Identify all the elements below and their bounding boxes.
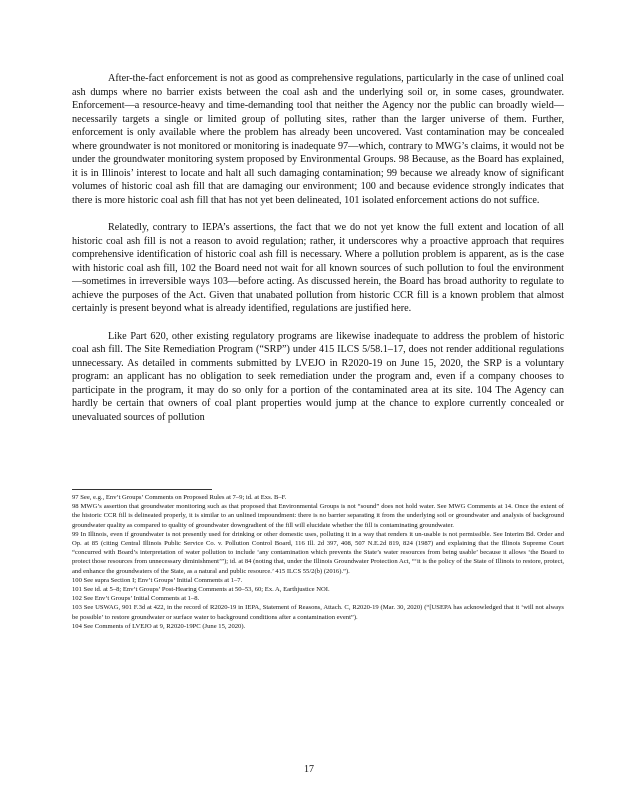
footnote: 103 See USWAG, 901 F.3d at 422, in the record of R2020-19 in IEPA, Statement of Reasons, Attach. C, R2020-19 (Mar. 30, 2020) (“[USEPA has acknowledged that it ‘will not always be possible’ to restore groundwater or surface water to background conditions after a contamination event”). <box>72 604 564 621</box>
footnote: 102 See Env’t Groups’ Initial Comments at 1–8. <box>72 595 200 603</box>
footnote: 100 See supra Section I; Env’t Groups’ Initial Comments at 1–7. <box>72 576 243 584</box>
body-paragraph: After-the-fact enforcement is not as good as comprehensive regulations, particularly in the case of unlined coal ash dumps where no barrier exists between the coal ash and the underlying soil or, in some cases, groundwater. Enforcement—a resource-heavy and time-demanding tool that neither the Agency nor the public can broadly wield—necessarily targets a single or limited group of polluting sites, rather than the larger universe of them. Further, enforcement is only available where the problem has already been uncovered. Vast contamination may be concealed where groundwater is not monitored or monitoring is inadequate 97—which, contrary to MWG’s claims, it would not be under the groundwater monitoring system proposed by Environmental Groups. 98 Because, as the Board has explained, it is in Illinois’ interest to locate and halt all such damaging contamination; 99 because we already know of significant volumes of historic coal ash fill that are damaging our environment; 100 and because evidence strongly indicates that there is more historic coal ash fill that has not yet been delineated, 101 isolated enforcement actions do not suffice. <box>72 73 564 206</box>
footnote: 101 See id. at 5–8; Env’t Groups’ Post-Hearing Comments at 50–53, 60; Ex. A, Earthjustice NOI. <box>72 586 330 594</box>
body-paragraph: Relatedly, contrary to IEPA’s assertions, the fact that we do not yet know the full extent and location of all historic coal ash fill is not a reason to avoid regulation; rather, it underscores why a proactive approach that requires comprehensive identification of historic coal ash fill is necessary. Where a pollution problem is apparent, as is the case with historic coal ash fill, 102 the Board need not wait for all known sources of such pollution to foul the environment—sometimes in irreversible ways 103—before acting. As discussed herein, the Board has broad authority to regulate to achieve the purposes of the Act. Given that unabated pollution from historic CCR fill is a known problem that almost certainly is present beyond what is already identified, regulations are justified here. <box>72 222 564 314</box>
footnote-separator <box>72 489 212 490</box>
footnote: 104 See Comments of LVEJO at 9, R2020-19PC (June 15, 2020). <box>72 622 246 630</box>
footnotes <box>72 493 564 631</box>
body-text <box>72 72 564 424</box>
body-paragraph: Like Part 620, other existing regulatory programs are likewise inadequate to address the problem of historic coal ash fill. The Site Remediation Program (“SRP”) under 415 ILCS 5/58.1–17, does not render additional regulations unnecessary. As detailed in comments submitted by LVEJO in R2020-19 on June 15, 2020, the SRP is a voluntary program: an applicant has no obligation to seek remediation under the program and, even if a company chooses to participate in the program, it may do so only for a portion of the contaminated area at its site. 104 The Agency can hardly be certain that owners of coal plant properties would jump at the chance to explore currently concealed or unevaluated sources of pollution <box>72 330 564 423</box>
footnote: 98 MWG’s assertion that groundwater monitoring such as that proposed that Environmental Groups is not “sound” does not hold water. See MWG Comments at 14. Once the extent of the historic CCR fill is delineated properly, it is similar to an unlined impoundment: there is no barrier separating it from the underlying soil or groundwater and analysis of background groundwater quality as compared to quality of groundwater downgradient of the fill will elucidate whether the fill is contaminating groundwater. <box>72 503 564 529</box>
footnote: 99 In Illinois, even if groundwater is not presently used for drinking or other domestic uses, polluting it in a way that renders it un-usable is not permissible. See Interim Bd. Order and Op. at 85 (citing Central Illinois Public Service Co. v. Pollution Control Board, 116 Ill. 2d 397, 408, 507 N.E.2d 819, 824 (1987) and explaining that the Illinois Supreme Court “concurred with Board’s interpretation of water pollution to include ‘any contamination which prevents the State’s water resources from being usable’ because it allows ‘the Board to protect those resources from unnecessary diminishment’”); id. at 84 (noting that, under the Illinois Groundwater Protection Act, “‘it is the policy of the State of Illinois to restore, protect, and enhance the groundwaters of the State, as a natural and public resource.’ 415 ILCS 55/2(b) (2016).”). <box>72 530 564 575</box>
footnote: 97 See, e.g., Env’t Groups’ Comments on Proposed Rules at 7–9; id. at Exs. B–F. <box>72 494 287 501</box>
page-number: 17 <box>304 764 314 775</box>
